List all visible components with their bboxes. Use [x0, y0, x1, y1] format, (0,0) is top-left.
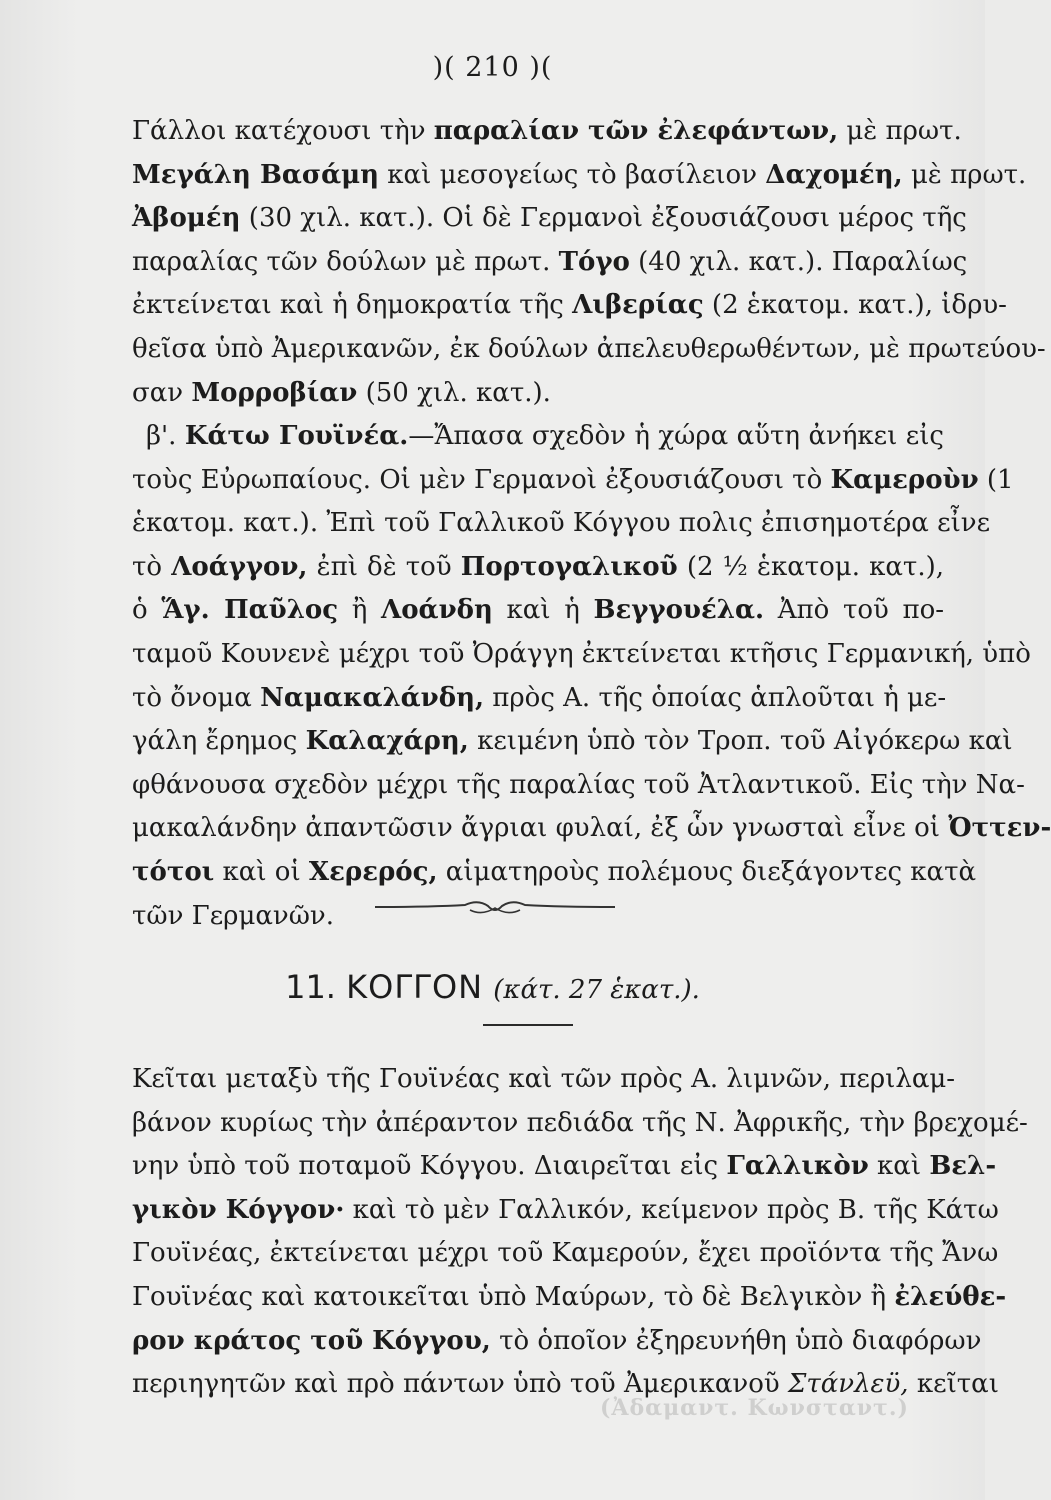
paragraph-2: [132, 415, 1051, 938]
bold-term: Μεγάλη Βασάμη: [132, 159, 380, 190]
text-run: τοὺς Εὐρωπαίους. Οἱ μὲν Γερμανοὶ ἐξουσιάζουσι τὸ: [132, 464, 831, 495]
text-run: καὶ: [868, 1151, 930, 1182]
text-run: ἐπὶ δὲ τοῦ: [307, 551, 461, 582]
bold-term: Ἀβομέη: [132, 203, 241, 234]
bold-term: Λοάγγον,: [171, 551, 308, 582]
page-number: )( 210 )(: [432, 52, 553, 83]
bold-term: γικὸν Κόγγον·: [132, 1194, 345, 1225]
text-line: [132, 764, 1025, 808]
text-line: [132, 1102, 1028, 1146]
bold-term: Βελ-: [929, 1151, 997, 1182]
text-run: β'.: [146, 421, 185, 451]
text-run: σαν: [132, 377, 192, 408]
library-stamp: (Ἀδαμαντ. Κωνσταντ.): [600, 1395, 909, 1421]
bold-term: Κάτω Γουϊνέα.: [184, 421, 409, 451]
text-run: μὲ πρωτ.: [902, 159, 1027, 190]
text-run: ἐκτείνεται καὶ ἡ δημοκρατία τῆς: [132, 290, 573, 321]
text-line: [132, 633, 1031, 677]
text-line: [132, 328, 1046, 372]
text-run: βάνον κυρίως τὴν ἀπέραντον πεδιάδα τῆς Ν. Ἀφρικῆς, τὴν βρεχομέ-: [132, 1107, 1028, 1138]
text-run: Ἀπὸ τοῦ πο-: [764, 595, 945, 626]
bold-term: παραλίαν τῶν ἐλεφάντων,: [433, 116, 839, 146]
section-name: ΚΟΓΓΟΝ: [346, 968, 484, 1006]
text-run: (1: [978, 464, 1014, 495]
bold-term: Βεγγουέλα.: [593, 595, 765, 626]
text-line: [132, 415, 944, 459]
text-run: καὶ ἡ: [492, 595, 594, 626]
text-run: (2 ἑκατομ. κατ.), ἱδρυ-: [703, 290, 1007, 321]
text-run: γάλη ἔρημος: [132, 726, 306, 757]
text-run: καὶ τὸ μὲν Γαλλικόν, κείμενον πρὸς Β. τῆς Κάτω: [344, 1194, 999, 1225]
text-line: [132, 589, 944, 633]
text-line: [132, 1189, 999, 1233]
bold-term: Δαχομέη,: [765, 159, 903, 190]
text-run: Γουϊνέας, ἐκτείνεται μέχρι τοῦ Καμερούν, ἔχει προϊόντα τῆς Ἄνω: [132, 1238, 999, 1269]
bold-term: Πορτογαλικοῦ: [460, 551, 678, 582]
text-line: [132, 154, 1027, 198]
text-run: Γουϊνέας καὶ κατοικεῖται ὑπὸ Μαύρων, τὸ δὲ Βελγικὸν ἢ: [132, 1281, 895, 1312]
text-line: [132, 1058, 956, 1102]
text-line: [132, 1276, 1007, 1320]
bold-term: Καμεροὺν: [830, 464, 979, 495]
bold-term: Ὀττεν-: [948, 813, 1051, 844]
text-line: [132, 459, 1014, 503]
text-line: [132, 241, 968, 285]
text-run: αἱματηροὺς πολέμους διεξάγοντες κατὰ: [437, 856, 977, 887]
text-run: κεῖται: [908, 1369, 999, 1400]
bold-term: Χερερός,: [308, 856, 438, 887]
text-run: Γάλλοι κατέχουσι τὴν: [132, 116, 434, 146]
bold-term: Μορροβίαν: [191, 377, 358, 408]
text-line: [132, 502, 991, 546]
text-run: περιηγητῶν καὶ πρὸ πάντων ὑπὸ τοῦ Ἀμερικανοῦ: [132, 1369, 788, 1400]
text-run: —Ἄπασα σχεδὸν ἡ χώρα αὕτη ἀνήκει εἰς: [408, 421, 944, 451]
section-number: 11.: [285, 968, 336, 1006]
paragraph-3: [132, 1058, 1028, 1407]
bold-term: Ἅγ. Παῦλος: [161, 595, 339, 626]
text-run: καὶ οἱ: [214, 856, 309, 887]
section-subtitle: (κάτ. 27 ἑκατ.).: [493, 975, 700, 1005]
text-run: (30 χιλ. κατ.). Οἱ δὲ Γερμανοὶ ἐξουσιάζουσι μέρος τῆς: [240, 203, 967, 234]
text-run: ἢ: [338, 595, 382, 626]
bold-term: Τόγο: [558, 246, 630, 277]
bold-term: τότοι: [132, 856, 215, 887]
ornament-divider: [370, 894, 620, 920]
text-line: [132, 677, 947, 721]
text-line: [132, 284, 1007, 328]
text-run: κειμένη ὑπὸ τὸν Τροπ. τοῦ Αἰγόκερω καὶ: [468, 726, 1013, 757]
text-run: τῶν Γερμανῶν.: [132, 900, 334, 931]
text-line: [132, 110, 962, 154]
bold-term: Γαλλικὸν: [726, 1151, 869, 1182]
text-run: καὶ μεσογείως τὸ βασίλειον: [379, 159, 766, 190]
text-line: [132, 720, 1013, 764]
text-run: ἑκατομ. κατ.). Ἐπὶ τοῦ Γαλλικοῦ Κόγγου πολις ἐπισημοτέρα εἶνε: [132, 508, 991, 539]
text-run: φθάνουσα σχεδὸν μέχρι τῆς παραλίας τοῦ Ἀτλαντικοῦ. Εἰς τὴν Να-: [132, 769, 1025, 800]
bold-term: Καλαχάρη,: [305, 726, 469, 757]
text-line: [132, 851, 977, 895]
text-run: παραλίας τῶν δούλων μὲ πρωτ.: [132, 246, 559, 277]
bold-term: ἐλεύθε-: [894, 1281, 1007, 1312]
text-line: [132, 1145, 997, 1189]
text-run: ὁ: [132, 595, 162, 626]
text-run: (40 χιλ. κατ.). Παραλίως: [629, 246, 968, 277]
bold-term: ρον κράτος τοῦ Κόγγου,: [132, 1325, 491, 1356]
text-line: [132, 1232, 999, 1276]
text-line: [132, 197, 967, 241]
text-run: τὸ ὁποῖον ἐξηρευνήθη ὑπὸ διαφόρων: [490, 1325, 982, 1356]
bold-term: Λιβερίας: [572, 290, 704, 321]
section-heading: [0, 968, 985, 1006]
text-run: τὸ: [132, 551, 172, 582]
text-run: μακαλάνδην ἀπαντῶσιν ἄγριαι φυλαί, ἐξ ὧν γνωσταὶ εἶνε οἱ: [132, 813, 949, 844]
text-line: [132, 1320, 982, 1364]
text-line: [132, 807, 1051, 851]
bold-term: Ναμακαλάνδη,: [260, 682, 485, 713]
paragraph-1: [132, 110, 1046, 415]
text-run: (2 ½ ἑκατομ. κατ.),: [677, 551, 944, 582]
heading-rule: [483, 1024, 573, 1026]
text-run: ταμοῦ Κουνενὲ μέχρι τοῦ Ὀράγγη ἐκτείνεται κτῆσις Γερμανική, ὑπὸ: [132, 638, 1031, 669]
text-line: [132, 372, 944, 416]
text-run: θεῖσα ὑπὸ Ἀμερικανῶν, ἐκ δούλων ἀπελευθερωθέντων, μὲ πρωτεύου-: [132, 333, 1046, 364]
text-run: μὲ πρωτ.: [838, 116, 962, 146]
text-run: πρὸς Α. τῆς ὁποίας ἁπλοῦται ἡ με-: [484, 682, 947, 713]
text-run: νην ὑπὸ τοῦ ποταμοῦ Κόγγου. Διαιρεῖται εἰς: [132, 1151, 727, 1182]
text-run: (50 χιλ. κατ.).: [357, 377, 551, 408]
text-run: Κεῖται μεταξὺ τῆς Γουϊνέας καὶ τῶν πρὸς Α. λιμνῶν, περιλαμ-: [132, 1064, 956, 1094]
italic-name: Στάνλεϋ,: [787, 1369, 909, 1400]
bold-term: Λοάνδη: [381, 595, 493, 626]
text-run: τὸ ὄνομα: [132, 682, 261, 713]
text-line: [132, 546, 944, 590]
